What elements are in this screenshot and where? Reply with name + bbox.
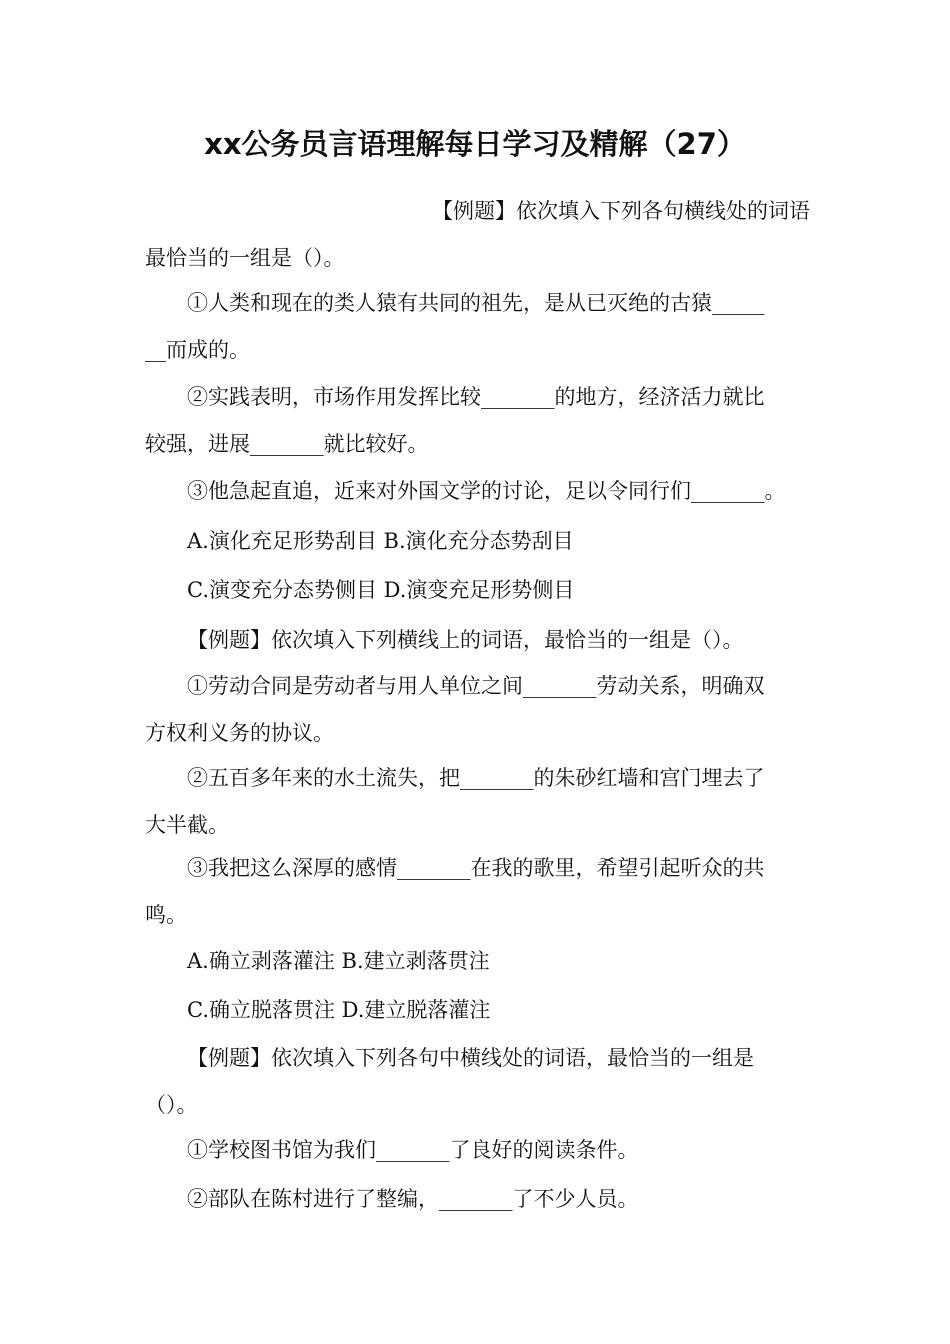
text-line: 最恰当的一组是（）。	[145, 246, 345, 270]
example-1-heading	[145, 188, 810, 282]
text-line: 【例题】依次填入下列横线上的词语，最恰当的一组是（）。	[187, 628, 744, 652]
text-line: 大半截。	[145, 813, 229, 837]
text-line: 鸣。	[145, 903, 187, 927]
example-3-item-1	[145, 1127, 810, 1174]
text-line: ①劳动合同是劳动者与用人单位之间_______劳动关系，明确双	[187, 674, 765, 698]
example-2-item-2	[145, 755, 810, 849]
example-1-options-cd	[145, 567, 810, 614]
text-line: ①学校图书馆为我们_______了良好的阅读条件。	[187, 1138, 639, 1162]
text-line: ①人类和现在的类人猿有共同的祖先，是从已灭绝的古猿_____	[187, 291, 765, 315]
text-line: 【例题】依次填入下列各句中横线处的词语，最恰当的一组是	[187, 1046, 754, 1070]
text-line: A.确立剥落灌注 B.建立剥落贯注	[187, 949, 490, 973]
text-line: __而成的。	[145, 338, 250, 362]
example-1-item-2	[145, 374, 810, 468]
example-1-options-ab	[145, 518, 810, 565]
text-line: ②五百多年来的水土流失，把_______的朱砂红墙和宫门埋去了	[187, 766, 765, 790]
text-line: C.确立脱落贯注 D.建立脱落灌注	[187, 998, 491, 1022]
example-2-options-ab	[145, 938, 810, 985]
example-2-options-cd	[145, 987, 810, 1034]
text-line: 【例题】依次填入下列各句横线处的词语	[432, 199, 810, 223]
example-3-item-2	[145, 1176, 810, 1223]
text-line: A.演化充足形势刮目 B.演化充分态势刮目	[187, 529, 574, 553]
example-2-item-1	[145, 663, 810, 757]
example-2-item-3	[145, 845, 810, 939]
text-line: ③他急起直追，近来对外国文学的讨论，足以令同行们_______。	[187, 479, 786, 503]
text-line: ②实践表明，市场作用发挥比较_______的地方，经济活力就比	[187, 385, 765, 409]
page-title: xx公务员言语理解每日学习及精解（27）	[204, 127, 746, 161]
example-3-heading	[145, 1035, 810, 1129]
text-line: （）。	[145, 1093, 198, 1117]
text-line: C.演变充分态势侧目 D.演变充足形势侧目	[187, 578, 575, 602]
example-2-heading	[145, 617, 810, 664]
text-line: 较强，进展_______就比较好。	[145, 432, 429, 456]
text-line: ②部队在陈村进行了整编，_______了不少人员。	[187, 1187, 639, 1211]
example-1-item-1	[145, 280, 810, 374]
text-line: ③我把这么深厚的感情_______在我的歌里，希望引起听众的共	[187, 856, 765, 880]
example-1-item-3	[145, 468, 810, 515]
text-line: 方权利义务的协议。	[145, 721, 334, 745]
